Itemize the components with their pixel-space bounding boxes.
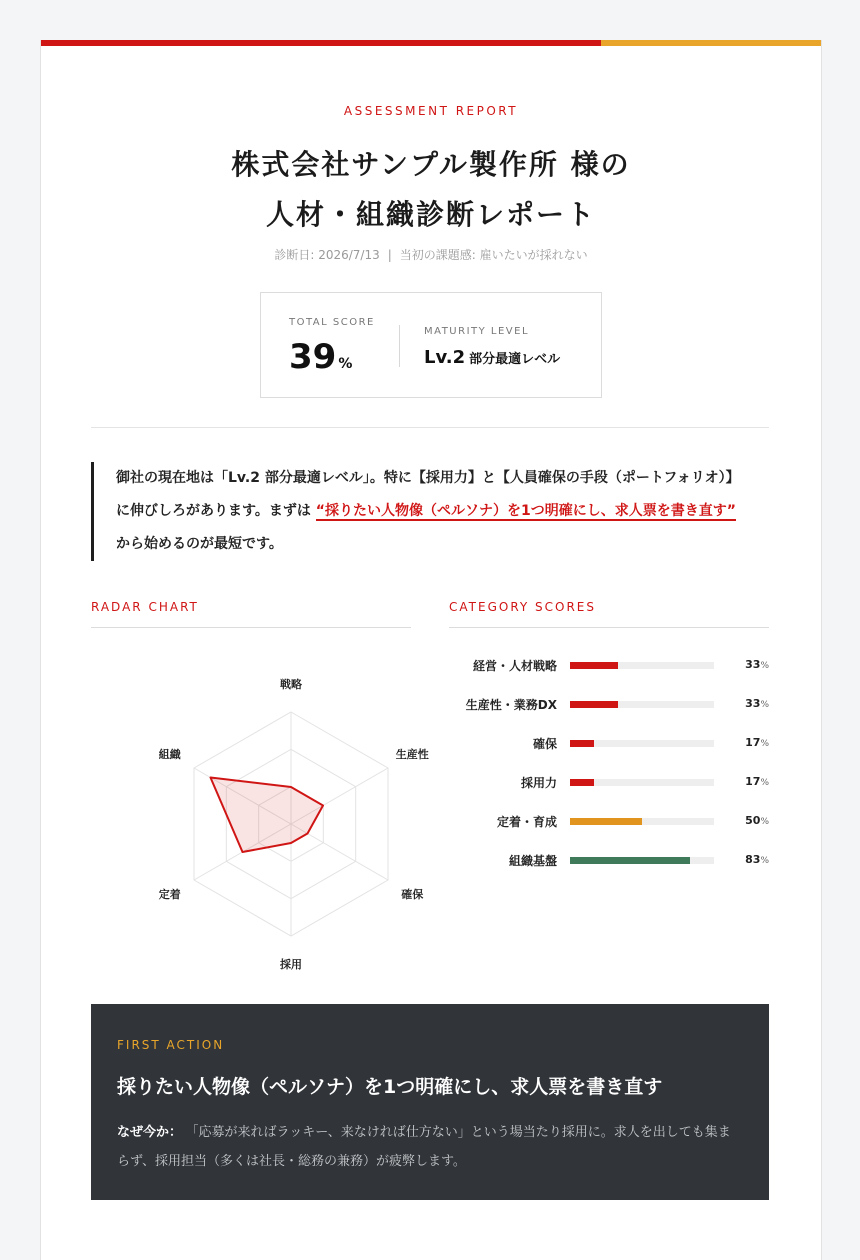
category-bar-track — [570, 818, 714, 825]
radar-axis-label: 戦略 — [280, 678, 302, 691]
category-score-row — [449, 691, 769, 730]
summary-highlight: “採りたい人物像（ペルソナ）を1つ明確にし、求人票を書き直す” — [315, 503, 736, 519]
category-label: 採用力 — [520, 776, 557, 790]
category-percent — [745, 853, 769, 866]
top-accent-bar — [41, 40, 821, 46]
initial-issue: 当初の課題感: 雇いたいが採れない — [399, 248, 588, 262]
scores-title-rule — [449, 627, 769, 628]
total-score-label: TOTAL SCORE — [289, 317, 375, 328]
category-bar-track — [570, 701, 714, 708]
why-now-label: なぜ今か： — [117, 1125, 183, 1140]
total-score-value: 39 — [289, 337, 337, 377]
first-action-eyebrow: FIRST ACTION — [117, 1038, 225, 1052]
category-label: 生産性・業務DX — [465, 698, 557, 712]
radar-axis-label: 組織 — [158, 748, 181, 761]
radar-chart-title: RADAR CHART — [91, 600, 199, 614]
score-divider — [399, 325, 400, 367]
page-title — [41, 140, 821, 240]
maturity-level-label: MATURITY LEVEL — [424, 326, 530, 337]
maturity-level-name: 部分最適レベル — [469, 352, 561, 367]
radar-chart — [101, 650, 429, 990]
category-label: 組織基盤 — [508, 854, 557, 868]
category-scores-title: CATEGORY SCORES — [449, 600, 597, 614]
category-bar-fill — [570, 662, 618, 669]
radar-axis-label: 確保 — [401, 888, 424, 901]
category-score-row — [449, 730, 769, 769]
radar-axis-label: 採用 — [280, 958, 302, 971]
category-label: 経営・人材戦略 — [472, 659, 557, 673]
why-now-text: 「応募が来ればラッキー、来なければ仕方ない」という場当たり採用に。求人を出しても集まらず、採用担当（多くは社長・総務の兼務）が疲弊します。 — [117, 1125, 731, 1169]
category-percent-value: 83 — [745, 853, 761, 866]
category-percent — [745, 697, 769, 710]
report-eyebrow: ASSESSMENT REPORT — [343, 104, 519, 118]
category-percent-unit: % — [760, 817, 769, 827]
maturity-level — [424, 347, 560, 368]
radar-axis-label: 生産性 — [395, 748, 429, 761]
category-bar-fill — [570, 857, 690, 864]
first-action-headline: 採りたい人物像（ペルソナ）を1つ明確にし、求人票を書き直す — [117, 1076, 663, 1098]
category-bar-track — [570, 779, 714, 786]
meta-separator: | — [387, 248, 392, 262]
category-percent-unit: % — [760, 856, 769, 866]
radar-axis-label: 定着 — [158, 888, 181, 901]
category-bar-track — [570, 740, 714, 747]
diagnosis-date: 診断日: 2026/7/13 — [274, 248, 380, 262]
summary-text-before: 御社の現在地は「Lv.2 部分最適レベル」。特に【採用力】と【人員確保の手段（ポートフォリオ）】に伸びしろがあります。まずは — [116, 470, 740, 519]
category-label: 確保 — [532, 737, 557, 751]
category-percent-unit: % — [760, 739, 769, 749]
category-percent-value: 17 — [745, 736, 761, 749]
category-percent-unit: % — [760, 778, 769, 788]
category-bar-track — [570, 857, 714, 864]
category-percent-value: 50 — [745, 814, 761, 827]
category-bar-fill — [570, 740, 594, 747]
category-percent-unit: % — [760, 700, 769, 710]
category-percent-unit: % — [760, 661, 769, 671]
category-bar-track — [570, 662, 714, 669]
category-percent — [745, 736, 769, 749]
category-score-row — [449, 808, 769, 847]
total-score-unit: % — [338, 356, 353, 372]
report-meta — [41, 246, 821, 263]
category-score-row — [449, 652, 769, 691]
category-score-row — [449, 769, 769, 808]
category-percent — [745, 775, 769, 788]
category-percent-value: 17 — [745, 775, 761, 788]
page-title-line1: 株式会社サンプル製作所 様の — [231, 148, 631, 181]
category-scores-list — [449, 652, 769, 886]
page-title-line2: 人材・組織診断レポート — [265, 198, 596, 231]
maturity-level-value: Lv.2 — [424, 347, 466, 368]
category-bar-fill — [570, 701, 618, 708]
category-score-row — [449, 847, 769, 886]
first-action-reason — [117, 1118, 737, 1176]
radar-title-rule — [91, 627, 411, 628]
report-card — [40, 40, 822, 1260]
category-label: 定着・育成 — [496, 815, 557, 829]
score-summary-box — [260, 292, 602, 398]
total-score — [289, 337, 352, 377]
first-action-panel — [91, 1004, 769, 1200]
category-bar-fill — [570, 818, 642, 825]
category-percent — [745, 814, 769, 827]
category-percent — [745, 658, 769, 671]
summary-text-after: から始めるのが最短です。 — [116, 536, 283, 552]
top-accent-red — [41, 40, 601, 46]
top-accent-gold — [601, 40, 821, 46]
category-percent-value: 33 — [745, 697, 761, 710]
radar-data-polygon — [210, 778, 323, 852]
category-percent-value: 33 — [745, 658, 761, 671]
summary-callout — [91, 462, 744, 561]
section-divider — [91, 427, 769, 428]
category-bar-fill — [570, 779, 594, 786]
